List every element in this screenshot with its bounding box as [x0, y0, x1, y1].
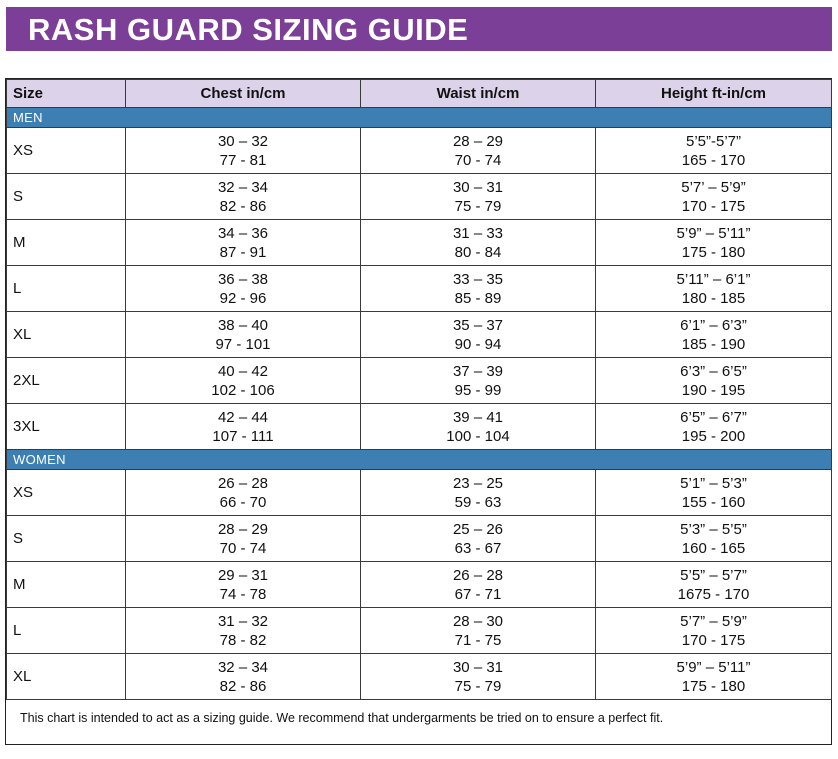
- chest-cell-value: 102 - 106: [211, 381, 275, 399]
- waist-cell: [361, 654, 596, 700]
- height-cell: [596, 608, 832, 654]
- waist-cell: [361, 312, 596, 358]
- height-cell: [596, 266, 832, 312]
- height-cell: [596, 404, 832, 450]
- size-cell: [7, 174, 126, 220]
- section-label: WOMEN: [7, 450, 832, 470]
- size-cell: [7, 220, 126, 266]
- chest-cell-value: 66 - 70: [219, 493, 267, 511]
- waist-cell-value: 95 - 99: [454, 381, 502, 399]
- chest-cell-value: 31 – 32: [217, 612, 269, 630]
- height-cell-value: 5’3” – 5’5”: [680, 520, 747, 538]
- size-cell-value: XL: [13, 326, 32, 343]
- waist-cell-value: 80 - 84: [454, 243, 502, 261]
- waist-cell-value: 67 - 71: [454, 585, 502, 603]
- chest-cell-value: 40 – 42: [217, 362, 269, 380]
- chest-cell: [126, 654, 361, 700]
- page-title: RASH GUARD SIZING GUIDE: [28, 12, 469, 47]
- waist-cell: [361, 562, 596, 608]
- waist-cell: [361, 266, 596, 312]
- height-cell-value: 160 - 165: [681, 539, 746, 557]
- size-cell-value: XL: [13, 668, 32, 685]
- chest-cell-value: 32 – 34: [217, 178, 269, 196]
- height-cell-value: 170 - 175: [681, 631, 746, 649]
- height-cell-value: 5’9” – 5’11”: [676, 658, 751, 676]
- waist-cell: [361, 470, 596, 516]
- waist-cell-value: 30 – 31: [452, 178, 504, 196]
- chest-cell-value: 38 – 40: [217, 316, 269, 334]
- table-row: [7, 220, 832, 266]
- chest-cell-value: 28 – 29: [217, 520, 269, 538]
- section-label: MEN: [7, 108, 832, 128]
- chest-cell-value: 74 - 78: [219, 585, 267, 603]
- size-cell: [7, 312, 126, 358]
- waist-cell-value: 63 - 67: [454, 539, 502, 557]
- size-cell-value: 3XL: [13, 418, 40, 435]
- size-cell-value: 2XL: [13, 372, 40, 389]
- height-cell-value: 195 - 200: [681, 427, 746, 445]
- height-cell-value: 175 - 180: [681, 243, 746, 261]
- size-cell-value: S: [13, 188, 24, 205]
- chest-cell-value: 26 – 28: [217, 474, 269, 492]
- chest-cell: [126, 312, 361, 358]
- table-row: [7, 128, 832, 174]
- waist-header: Waist in/cm: [361, 80, 596, 108]
- height-cell: [596, 128, 832, 174]
- chest-cell-value: 78 - 82: [219, 631, 267, 649]
- size-cell: [7, 266, 126, 312]
- chest-cell: [126, 128, 361, 174]
- waist-cell: [361, 220, 596, 266]
- sizing-table: [6, 79, 832, 700]
- waist-cell-value: 26 – 28: [452, 566, 504, 584]
- chest-cell: [126, 358, 361, 404]
- waist-cell-value: 23 – 25: [452, 474, 504, 492]
- height-cell: [596, 470, 832, 516]
- waist-cell: [361, 128, 596, 174]
- height-cell: [596, 174, 832, 220]
- chest-cell-value: 70 - 74: [219, 539, 267, 557]
- waist-cell-value: 75 - 79: [454, 197, 502, 215]
- size-cell: [7, 516, 126, 562]
- size-cell: [7, 470, 126, 516]
- waist-cell-value: 33 – 35: [452, 270, 504, 288]
- chest-cell: [126, 470, 361, 516]
- height-cell: [596, 220, 832, 266]
- height-cell-value: 180 - 185: [681, 289, 746, 307]
- chest-cell-value: 36 – 38: [217, 270, 269, 288]
- size-cell: [7, 562, 126, 608]
- waist-cell-value: 35 – 37: [452, 316, 504, 334]
- waist-cell-value: 100 - 104: [446, 427, 510, 445]
- height-cell-value: 5’11” – 6’1”: [676, 270, 751, 288]
- size-cell-value: M: [13, 576, 26, 593]
- table-row: [7, 562, 832, 608]
- table-row: [7, 470, 832, 516]
- height-cell-value: 5’7’ – 5’9”: [681, 178, 746, 196]
- title-banner: [6, 7, 832, 51]
- height-cell-value: 6’3” – 6’5”: [680, 362, 747, 380]
- chest-cell-value: 87 - 91: [219, 243, 267, 261]
- chest-cell-value: 34 – 36: [217, 224, 269, 242]
- size-cell-value: M: [13, 234, 26, 251]
- chest-cell: [126, 220, 361, 266]
- height-cell-value: 185 - 190: [681, 335, 746, 353]
- chest-cell: [126, 608, 361, 654]
- height-cell: [596, 654, 832, 700]
- chest-cell-value: 32 – 34: [217, 658, 269, 676]
- waist-cell: [361, 608, 596, 654]
- height-cell: [596, 358, 832, 404]
- height-cell: [596, 562, 832, 608]
- size-cell-value: XS: [13, 142, 34, 159]
- height-cell-value: 6’5” – 6’7”: [680, 408, 747, 426]
- disclaimer-note: This chart is intended to act as a sizing guide. We recommend that undergarments be tried on to ensure a perfect fit.: [20, 711, 664, 725]
- waist-cell-value: 25 – 26: [452, 520, 504, 538]
- waist-cell-value: 39 – 41: [452, 408, 504, 426]
- size-header: Size: [7, 80, 126, 108]
- height-header: Height ft-in/cm: [596, 80, 832, 108]
- chest-cell: [126, 174, 361, 220]
- height-cell-value: 1675 - 170: [677, 585, 750, 603]
- chest-cell-value: 42 – 44: [217, 408, 269, 426]
- waist-cell-value: 85 - 89: [454, 289, 502, 307]
- chest-cell-value: 30 – 32: [217, 132, 269, 150]
- chest-cell-value: 29 – 31: [217, 566, 269, 584]
- table-row: [7, 404, 832, 450]
- waist-cell-value: 90 - 94: [454, 335, 502, 353]
- waist-cell-value: 31 – 33: [452, 224, 504, 242]
- waist-cell-value: 28 – 29: [452, 132, 504, 150]
- table-row: [7, 358, 832, 404]
- chest-cell: [126, 516, 361, 562]
- height-cell-value: 155 - 160: [681, 493, 746, 511]
- chest-cell-value: 97 - 101: [215, 335, 271, 353]
- size-cell: [7, 608, 126, 654]
- waist-cell-value: 71 - 75: [454, 631, 502, 649]
- table-row: [7, 174, 832, 220]
- header-row: [7, 80, 832, 108]
- chest-cell-value: 92 - 96: [219, 289, 267, 307]
- height-cell-value: 170 - 175: [681, 197, 746, 215]
- size-cell: [7, 404, 126, 450]
- chest-cell: [126, 562, 361, 608]
- height-cell-value: 5’7” – 5’9”: [680, 612, 747, 630]
- table-row: [7, 312, 832, 358]
- height-cell: [596, 312, 832, 358]
- size-cell-value: XS: [13, 484, 34, 501]
- height-cell-value: 5’9” – 5’11”: [676, 224, 751, 242]
- sizing-guide: [5, 78, 832, 745]
- height-cell-value: 5’1” – 5’3”: [680, 474, 747, 492]
- size-cell-value: S: [13, 530, 24, 547]
- chest-cell-value: 107 - 111: [212, 427, 274, 445]
- waist-cell: [361, 358, 596, 404]
- waist-cell-value: 70 - 74: [454, 151, 502, 169]
- size-cell: [7, 654, 126, 700]
- height-cell-value: 190 - 195: [681, 381, 746, 399]
- table-body: [7, 108, 832, 700]
- chest-header: Chest in/cm: [126, 80, 361, 108]
- waist-cell: [361, 516, 596, 562]
- chest-cell-value: 77 - 81: [219, 151, 267, 169]
- chest-cell: [126, 404, 361, 450]
- waist-cell: [361, 404, 596, 450]
- size-cell-value: L: [13, 280, 22, 297]
- chest-cell-value: 82 - 86: [219, 677, 267, 695]
- table-row: [7, 266, 832, 312]
- height-cell: [596, 516, 832, 562]
- size-cell-value: L: [13, 622, 22, 639]
- section-men: [7, 108, 832, 128]
- section-women: [7, 450, 832, 470]
- chest-cell-value: 82 - 86: [219, 197, 267, 215]
- waist-cell-value: 75 - 79: [454, 677, 502, 695]
- chest-cell: [126, 266, 361, 312]
- size-cell: [7, 358, 126, 404]
- size-cell: [7, 128, 126, 174]
- waist-cell: [361, 174, 596, 220]
- waist-cell-value: 59 - 63: [454, 493, 502, 511]
- table-row: [7, 654, 832, 700]
- height-cell-value: 5’5” – 5’7”: [680, 566, 747, 584]
- waist-cell-value: 28 – 30: [452, 612, 504, 630]
- waist-cell-value: 30 – 31: [452, 658, 504, 676]
- table-row: [7, 608, 832, 654]
- height-cell-value: 6’1” – 6’3”: [680, 316, 747, 334]
- height-cell-value: 175 - 180: [681, 677, 746, 695]
- table-row: [7, 516, 832, 562]
- height-cell-value: 5’5”-5’7”: [685, 132, 742, 150]
- height-cell-value: 165 - 170: [681, 151, 746, 169]
- waist-cell-value: 37 – 39: [452, 362, 504, 380]
